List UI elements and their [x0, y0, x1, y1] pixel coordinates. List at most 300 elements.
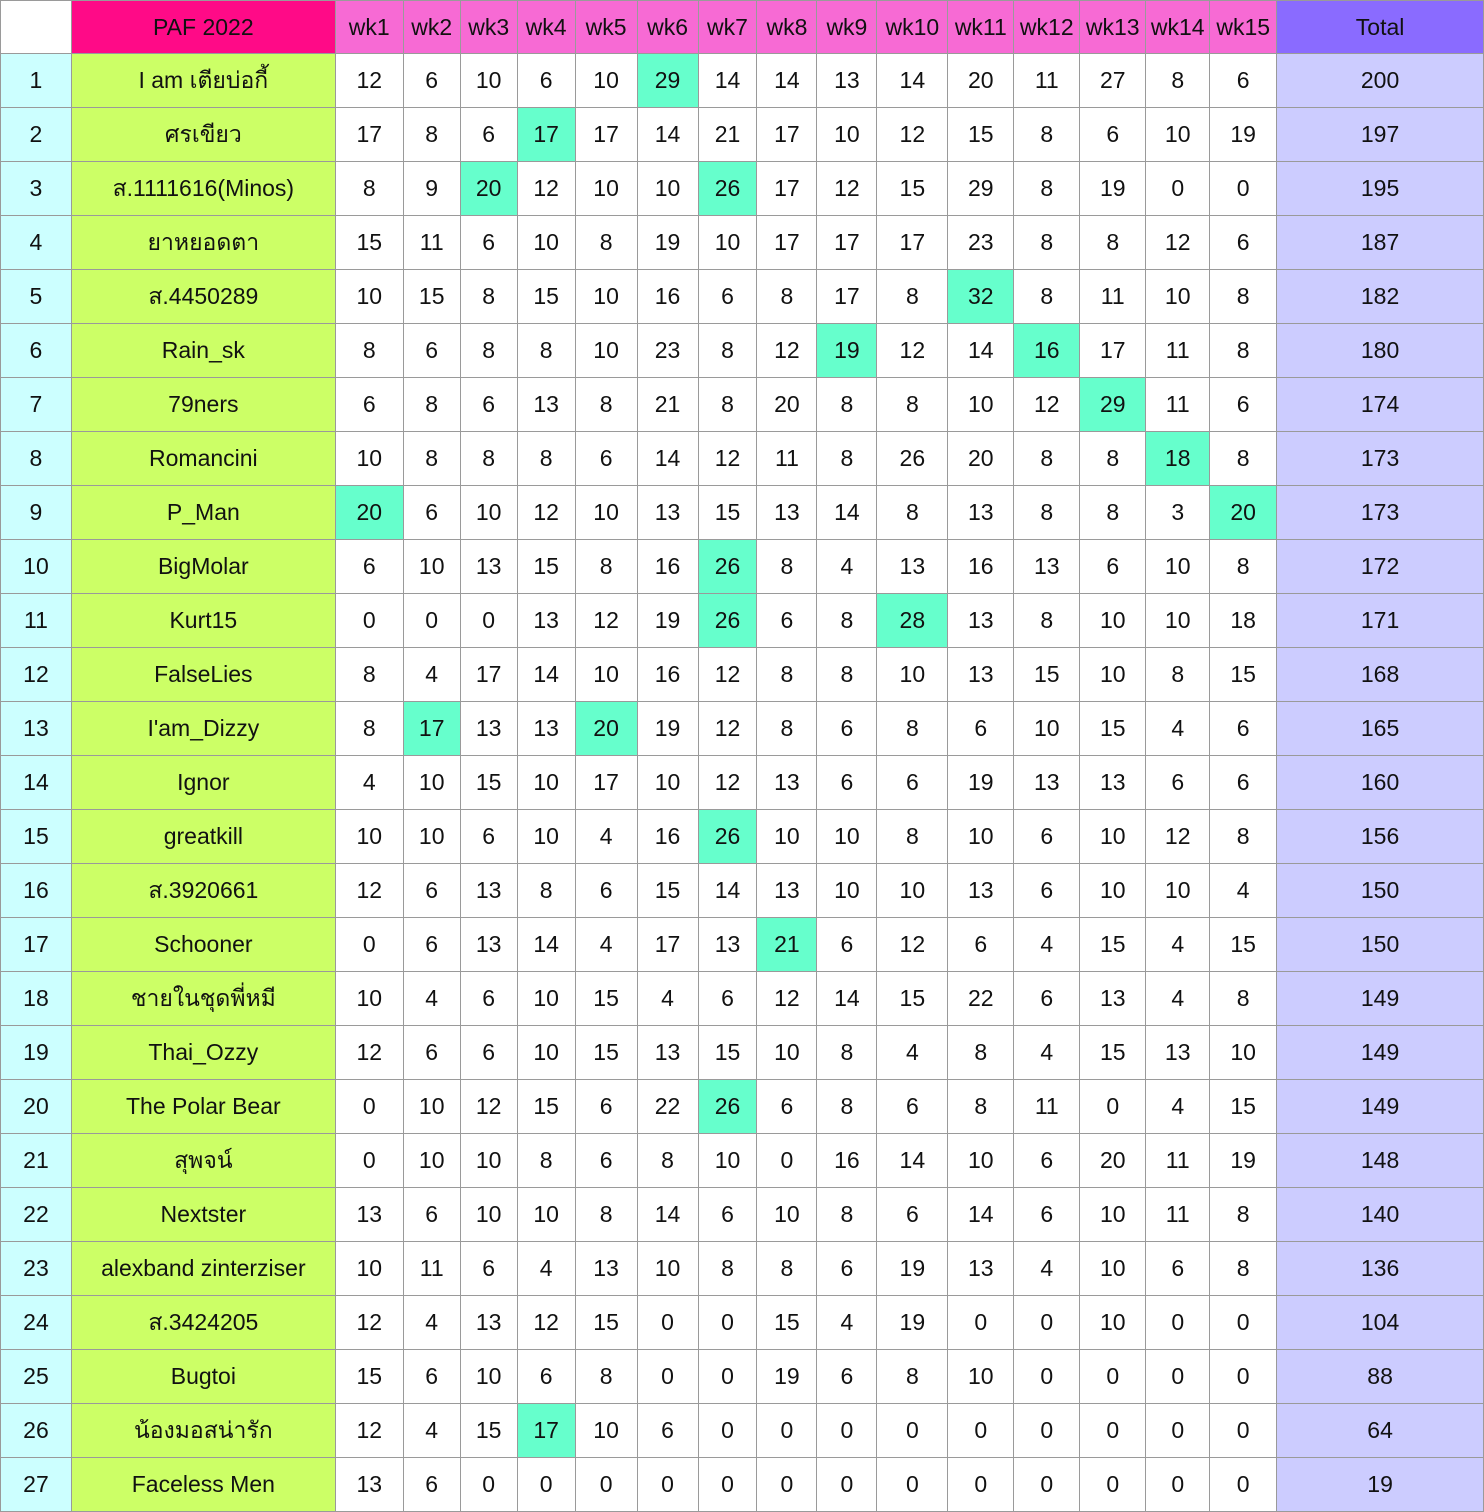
week-score-cell: 8 — [817, 648, 877, 702]
rank-cell: 20 — [1, 1080, 72, 1134]
rank-cell: 16 — [1, 864, 72, 918]
week-score-cell: 13 — [1014, 756, 1080, 810]
week-score-cell: 13 — [757, 756, 817, 810]
week-score-cell: 8 — [1210, 1242, 1277, 1296]
player-name-cell: ส.4450289 — [71, 270, 335, 324]
rank-cell: 19 — [1, 1026, 72, 1080]
player-name-cell: BigMolar — [71, 540, 335, 594]
week-score-cell-highlighted: 28 — [877, 594, 948, 648]
total-cell: 150 — [1277, 918, 1484, 972]
week-score-cell-highlighted: 18 — [1146, 432, 1210, 486]
week-score-cell: 4 — [877, 1026, 948, 1080]
week-score-cell: 19 — [637, 594, 698, 648]
total-cell: 149 — [1277, 972, 1484, 1026]
total-cell: 156 — [1277, 810, 1484, 864]
week-score-cell: 15 — [1080, 1026, 1146, 1080]
week-score-cell: 12 — [335, 1296, 403, 1350]
week-score-cell: 8 — [403, 108, 460, 162]
week-score-cell: 6 — [1210, 54, 1277, 108]
week-score-cell: 6 — [403, 324, 460, 378]
week-score-cell: 8 — [403, 378, 460, 432]
total-cell: 168 — [1277, 648, 1484, 702]
week-score-cell: 15 — [1210, 1080, 1277, 1134]
week-score-cell: 8 — [877, 486, 948, 540]
week-score-cell: 15 — [403, 270, 460, 324]
week-score-cell-highlighted: 17 — [403, 702, 460, 756]
week-score-cell: 4 — [517, 1242, 575, 1296]
week-score-cell: 10 — [1080, 1188, 1146, 1242]
week-score-cell: 15 — [757, 1296, 817, 1350]
week-score-cell: 6 — [757, 594, 817, 648]
total-cell: 195 — [1277, 162, 1484, 216]
week-score-cell: 13 — [517, 702, 575, 756]
week-score-cell: 0 — [1146, 1350, 1210, 1404]
week-score-cell: 0 — [1080, 1350, 1146, 1404]
week-score-cell: 12 — [698, 648, 757, 702]
week-score-cell-highlighted: 29 — [1080, 378, 1146, 432]
player-name-cell: 79ners — [71, 378, 335, 432]
week-score-cell: 10 — [1080, 810, 1146, 864]
week-header: wk2 — [403, 1, 460, 54]
week-score-cell: 8 — [335, 648, 403, 702]
week-score-cell: 4 — [1014, 918, 1080, 972]
week-score-cell: 11 — [1080, 270, 1146, 324]
week-score-cell: 13 — [877, 540, 948, 594]
week-score-cell: 6 — [1080, 540, 1146, 594]
week-score-cell: 8 — [1210, 432, 1277, 486]
week-score-cell: 10 — [460, 54, 517, 108]
table-row — [1, 432, 1484, 486]
table-title: PAF 2022 — [71, 1, 335, 54]
week-score-cell: 6 — [877, 756, 948, 810]
rank-cell: 11 — [1, 594, 72, 648]
rank-cell: 24 — [1, 1296, 72, 1350]
table-row — [1, 756, 1484, 810]
player-name-cell: P_Man — [71, 486, 335, 540]
week-score-cell: 6 — [460, 972, 517, 1026]
week-score-cell: 4 — [1014, 1242, 1080, 1296]
week-score-cell: 12 — [877, 108, 948, 162]
week-score-cell: 10 — [403, 540, 460, 594]
week-score-cell: 0 — [637, 1458, 698, 1512]
week-score-cell: 13 — [1080, 756, 1146, 810]
week-score-cell: 14 — [948, 1188, 1014, 1242]
week-score-cell: 8 — [1080, 432, 1146, 486]
week-score-cell: 0 — [1146, 1296, 1210, 1350]
player-name-cell: Rain_sk — [71, 324, 335, 378]
week-header: wk8 — [757, 1, 817, 54]
week-score-cell: 4 — [403, 648, 460, 702]
week-score-cell: 4 — [1146, 918, 1210, 972]
week-score-cell: 6 — [403, 486, 460, 540]
week-score-cell: 11 — [1014, 1080, 1080, 1134]
week-score-cell: 15 — [1080, 918, 1146, 972]
week-score-cell: 8 — [460, 432, 517, 486]
week-score-cell: 8 — [335, 702, 403, 756]
week-score-cell-highlighted: 20 — [1210, 486, 1277, 540]
week-score-cell: 8 — [817, 432, 877, 486]
rank-cell: 13 — [1, 702, 72, 756]
week-score-cell: 14 — [637, 1188, 698, 1242]
week-score-cell: 10 — [757, 810, 817, 864]
total-cell: 104 — [1277, 1296, 1484, 1350]
week-header: wk7 — [698, 1, 757, 54]
week-header: wk6 — [637, 1, 698, 54]
week-score-cell: 10 — [575, 270, 637, 324]
player-name-cell: Kurt15 — [71, 594, 335, 648]
week-score-cell: 0 — [1080, 1458, 1146, 1512]
week-score-cell: 10 — [817, 810, 877, 864]
week-score-cell: 0 — [948, 1404, 1014, 1458]
week-score-cell: 10 — [403, 1080, 460, 1134]
week-score-cell: 6 — [403, 1350, 460, 1404]
week-score-cell: 14 — [698, 864, 757, 918]
week-score-cell: 15 — [948, 108, 1014, 162]
week-score-cell: 10 — [877, 864, 948, 918]
week-score-cell: 13 — [460, 864, 517, 918]
week-score-cell: 0 — [1146, 1458, 1210, 1512]
week-score-cell: 10 — [575, 162, 637, 216]
week-score-cell: 23 — [637, 324, 698, 378]
week-score-cell: 10 — [817, 108, 877, 162]
week-score-cell: 12 — [575, 594, 637, 648]
table-row — [1, 108, 1484, 162]
rank-cell: 14 — [1, 756, 72, 810]
week-score-cell: 6 — [1014, 810, 1080, 864]
week-score-cell: 6 — [1210, 378, 1277, 432]
week-score-cell: 15 — [575, 1296, 637, 1350]
week-score-cell: 22 — [948, 972, 1014, 1026]
week-score-cell: 8 — [575, 1350, 637, 1404]
table-row — [1, 486, 1484, 540]
week-score-cell: 6 — [1210, 216, 1277, 270]
player-name-cell: I'am_Dizzy — [71, 702, 335, 756]
week-score-cell: 19 — [948, 756, 1014, 810]
week-score-cell: 6 — [817, 1350, 877, 1404]
week-score-cell: 4 — [1146, 702, 1210, 756]
week-score-cell: 20 — [757, 378, 817, 432]
player-name-cell: Thai_Ozzy — [71, 1026, 335, 1080]
player-name-cell: น้องมอสน่ารัก — [71, 1404, 335, 1458]
week-score-cell: 12 — [1146, 216, 1210, 270]
week-score-cell: 4 — [637, 972, 698, 1026]
week-score-cell: 13 — [517, 594, 575, 648]
total-cell: 19 — [1277, 1458, 1484, 1512]
week-score-cell: 12 — [1014, 378, 1080, 432]
week-score-cell: 10 — [335, 972, 403, 1026]
week-score-cell: 4 — [1146, 972, 1210, 1026]
week-score-cell: 0 — [335, 1080, 403, 1134]
week-score-cell: 12 — [877, 324, 948, 378]
rank-cell: 7 — [1, 378, 72, 432]
week-score-cell: 6 — [403, 1458, 460, 1512]
total-cell: 174 — [1277, 378, 1484, 432]
week-score-cell: 10 — [1080, 1242, 1146, 1296]
week-score-cell: 0 — [1210, 1350, 1277, 1404]
week-score-cell: 14 — [817, 972, 877, 1026]
week-score-cell: 17 — [877, 216, 948, 270]
week-score-cell: 11 — [1146, 324, 1210, 378]
rank-cell: 25 — [1, 1350, 72, 1404]
total-cell: 160 — [1277, 756, 1484, 810]
total-cell: 173 — [1277, 432, 1484, 486]
player-name-cell: Romancini — [71, 432, 335, 486]
rank-header — [1, 1, 72, 54]
player-name-cell: Schooner — [71, 918, 335, 972]
week-score-cell: 8 — [575, 378, 637, 432]
week-score-cell: 8 — [1014, 216, 1080, 270]
week-score-cell: 8 — [877, 810, 948, 864]
week-score-cell: 6 — [817, 756, 877, 810]
week-score-cell: 8 — [517, 324, 575, 378]
week-score-cell: 6 — [1146, 756, 1210, 810]
week-score-cell: 10 — [637, 1242, 698, 1296]
table-row — [1, 648, 1484, 702]
week-score-cell: 12 — [517, 1296, 575, 1350]
week-score-cell: 10 — [335, 810, 403, 864]
week-score-cell: 8 — [1210, 540, 1277, 594]
week-score-cell: 10 — [575, 54, 637, 108]
player-name-cell: ศรเขียว — [71, 108, 335, 162]
week-score-cell: 12 — [698, 432, 757, 486]
week-score-cell: 0 — [517, 1458, 575, 1512]
week-score-cell: 0 — [460, 1458, 517, 1512]
week-score-cell: 21 — [698, 108, 757, 162]
total-cell: 136 — [1277, 1242, 1484, 1296]
week-score-cell: 6 — [757, 1080, 817, 1134]
week-score-cell: 8 — [517, 432, 575, 486]
week-score-cell: 12 — [817, 162, 877, 216]
week-score-cell: 14 — [517, 648, 575, 702]
week-score-cell: 6 — [460, 108, 517, 162]
week-score-cell: 18 — [1210, 594, 1277, 648]
week-score-cell: 22 — [637, 1080, 698, 1134]
rank-cell: 8 — [1, 432, 72, 486]
week-score-cell: 6 — [517, 1350, 575, 1404]
week-score-cell: 10 — [335, 1242, 403, 1296]
week-score-cell: 0 — [1146, 1404, 1210, 1458]
week-score-cell: 17 — [575, 756, 637, 810]
week-score-cell: 12 — [517, 162, 575, 216]
week-score-cell: 0 — [757, 1134, 817, 1188]
week-score-cell: 14 — [877, 54, 948, 108]
week-score-cell: 4 — [1014, 1026, 1080, 1080]
total-cell: 88 — [1277, 1350, 1484, 1404]
week-score-cell-highlighted: 17 — [517, 1404, 575, 1458]
week-score-cell: 8 — [460, 324, 517, 378]
week-score-cell: 10 — [1014, 702, 1080, 756]
week-score-cell: 0 — [335, 1134, 403, 1188]
week-score-cell: 15 — [1080, 702, 1146, 756]
week-score-cell: 0 — [575, 1458, 637, 1512]
week-score-cell-highlighted: 26 — [698, 594, 757, 648]
week-score-cell: 8 — [817, 378, 877, 432]
week-score-cell: 6 — [637, 1404, 698, 1458]
week-score-cell: 8 — [1210, 972, 1277, 1026]
week-score-cell: 13 — [1014, 540, 1080, 594]
week-score-cell: 8 — [1014, 270, 1080, 324]
week-score-cell: 19 — [637, 216, 698, 270]
week-score-cell: 0 — [877, 1404, 948, 1458]
week-score-cell: 4 — [403, 1404, 460, 1458]
week-score-cell: 0 — [1014, 1458, 1080, 1512]
rank-cell: 6 — [1, 324, 72, 378]
week-score-cell: 12 — [517, 486, 575, 540]
week-header: wk14 — [1146, 1, 1210, 54]
week-score-cell: 10 — [335, 432, 403, 486]
week-score-cell: 0 — [1014, 1350, 1080, 1404]
rank-cell: 26 — [1, 1404, 72, 1458]
table-row — [1, 216, 1484, 270]
week-score-cell: 15 — [877, 972, 948, 1026]
week-header: wk12 — [1014, 1, 1080, 54]
table-row — [1, 810, 1484, 864]
week-score-cell-highlighted: 26 — [698, 540, 757, 594]
week-score-cell: 3 — [1146, 486, 1210, 540]
player-name-cell: I am เตียบ่อกี้ — [71, 54, 335, 108]
week-score-cell: 10 — [517, 216, 575, 270]
week-score-cell: 10 — [460, 1350, 517, 1404]
week-header: wk1 — [335, 1, 403, 54]
week-score-cell: 15 — [1210, 918, 1277, 972]
rank-cell: 5 — [1, 270, 72, 324]
week-score-cell: 8 — [1014, 432, 1080, 486]
week-score-cell: 16 — [948, 540, 1014, 594]
week-score-cell: 8 — [1210, 324, 1277, 378]
week-score-cell: 0 — [698, 1296, 757, 1350]
week-score-cell: 17 — [637, 918, 698, 972]
week-score-cell: 13 — [698, 918, 757, 972]
week-score-cell: 8 — [817, 1188, 877, 1242]
week-score-cell: 0 — [637, 1296, 698, 1350]
week-score-cell: 6 — [460, 1026, 517, 1080]
player-name-cell: Nextster — [71, 1188, 335, 1242]
total-cell: 172 — [1277, 540, 1484, 594]
week-score-cell: 8 — [1080, 216, 1146, 270]
week-score-cell: 6 — [1080, 108, 1146, 162]
week-score-cell: 19 — [1210, 108, 1277, 162]
week-score-cell: 13 — [517, 378, 575, 432]
week-score-cell: 11 — [403, 1242, 460, 1296]
week-score-cell: 8 — [517, 864, 575, 918]
table-row — [1, 1296, 1484, 1350]
week-score-cell: 6 — [1014, 1188, 1080, 1242]
week-score-cell: 10 — [1146, 270, 1210, 324]
week-score-cell: 10 — [575, 324, 637, 378]
week-score-cell: 10 — [698, 216, 757, 270]
week-score-cell: 13 — [1080, 972, 1146, 1026]
week-score-cell: 8 — [460, 270, 517, 324]
week-score-cell: 0 — [1014, 1296, 1080, 1350]
week-score-cell: 16 — [637, 810, 698, 864]
week-score-cell: 12 — [698, 702, 757, 756]
week-score-cell: 6 — [948, 918, 1014, 972]
week-score-cell: 9 — [403, 162, 460, 216]
week-score-cell: 15 — [698, 486, 757, 540]
week-score-cell: 4 — [575, 810, 637, 864]
week-score-cell: 6 — [403, 864, 460, 918]
week-score-cell: 0 — [698, 1458, 757, 1512]
week-score-cell: 15 — [517, 540, 575, 594]
week-score-cell: 17 — [757, 216, 817, 270]
week-score-cell: 17 — [335, 108, 403, 162]
player-name-cell: ยาหยอดตา — [71, 216, 335, 270]
week-score-cell: 21 — [637, 378, 698, 432]
total-cell: 150 — [1277, 864, 1484, 918]
week-score-cell: 10 — [575, 648, 637, 702]
week-score-cell: 16 — [637, 270, 698, 324]
week-score-cell: 15 — [1210, 648, 1277, 702]
week-score-cell: 11 — [1146, 378, 1210, 432]
week-score-cell: 6 — [460, 216, 517, 270]
header-row — [1, 1, 1484, 54]
week-score-cell: 16 — [637, 648, 698, 702]
table-row — [1, 864, 1484, 918]
week-score-cell: 0 — [460, 594, 517, 648]
week-score-cell: 13 — [948, 864, 1014, 918]
week-header: wk5 — [575, 1, 637, 54]
week-score-cell: 0 — [948, 1458, 1014, 1512]
week-header: wk15 — [1210, 1, 1277, 54]
week-score-cell: 10 — [948, 810, 1014, 864]
total-cell: 171 — [1277, 594, 1484, 648]
week-score-cell: 10 — [517, 972, 575, 1026]
total-cell: 140 — [1277, 1188, 1484, 1242]
player-name-cell: The Polar Bear — [71, 1080, 335, 1134]
rank-cell: 21 — [1, 1134, 72, 1188]
rank-cell: 15 — [1, 810, 72, 864]
week-score-cell: 6 — [698, 270, 757, 324]
week-score-cell: 8 — [698, 378, 757, 432]
week-score-cell-highlighted: 20 — [460, 162, 517, 216]
table-row — [1, 702, 1484, 756]
week-score-cell: 10 — [1210, 1026, 1277, 1080]
week-score-cell: 19 — [877, 1296, 948, 1350]
week-score-cell: 13 — [948, 1242, 1014, 1296]
week-score-cell: 8 — [1146, 54, 1210, 108]
week-score-cell: 8 — [877, 270, 948, 324]
rank-cell: 9 — [1, 486, 72, 540]
week-score-cell: 6 — [817, 918, 877, 972]
week-header: wk3 — [460, 1, 517, 54]
week-score-cell: 0 — [817, 1404, 877, 1458]
week-score-cell: 0 — [698, 1404, 757, 1458]
week-score-cell: 10 — [698, 1134, 757, 1188]
week-score-cell: 8 — [817, 1026, 877, 1080]
week-score-cell: 15 — [575, 972, 637, 1026]
week-score-cell: 0 — [1210, 1458, 1277, 1512]
rank-cell: 3 — [1, 162, 72, 216]
week-score-cell: 10 — [637, 162, 698, 216]
total-cell: 182 — [1277, 270, 1484, 324]
week-score-cell: 13 — [817, 54, 877, 108]
week-score-cell: 17 — [460, 648, 517, 702]
week-score-cell: 6 — [1210, 702, 1277, 756]
week-score-cell: 6 — [575, 432, 637, 486]
player-name-cell: Ignor — [71, 756, 335, 810]
week-score-cell: 12 — [698, 756, 757, 810]
total-cell: 148 — [1277, 1134, 1484, 1188]
week-score-cell: 6 — [1146, 1242, 1210, 1296]
table-row — [1, 1458, 1484, 1512]
week-score-cell: 8 — [575, 1188, 637, 1242]
week-header: wk11 — [948, 1, 1014, 54]
table-row — [1, 1026, 1484, 1080]
week-score-cell: 6 — [335, 540, 403, 594]
week-score-cell: 4 — [335, 756, 403, 810]
week-score-cell: 8 — [1210, 270, 1277, 324]
week-score-cell: 6 — [1014, 864, 1080, 918]
